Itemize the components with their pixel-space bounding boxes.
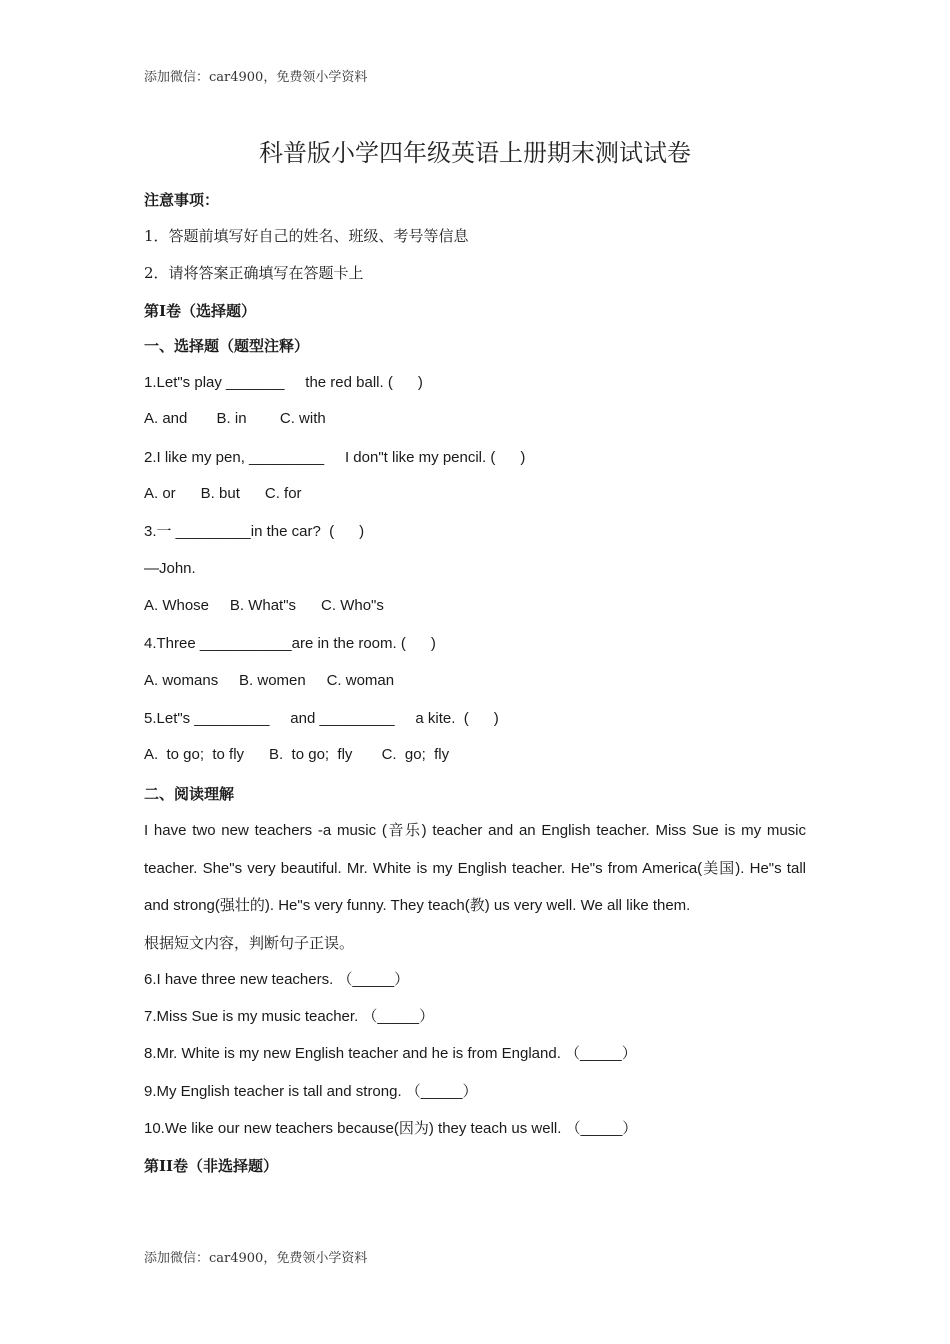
exam-title: 科普版小学四年级英语上册期末测试试卷 — [259, 139, 691, 167]
question-1-options: A. and B. in C. with — [144, 410, 326, 427]
question-3-options: A. Whose B. What"s C. Who"s — [144, 597, 384, 614]
notes-heading: 注意事项： — [144, 191, 220, 209]
note-item-1: 1．答题前填写好自己的姓名、班级、考号等信息 — [144, 227, 469, 245]
question-5-options: A. to go; to fly B. to go; fly C. go; fly — [144, 746, 450, 763]
question-2-options: A. or B. but C. for — [144, 485, 302, 502]
part1-heading: 第I卷（选择题） — [144, 302, 257, 320]
question-3-reply: —John. — [144, 560, 196, 577]
question-7: 7.Miss Sue is my music teacher. （_____） — [144, 1008, 435, 1025]
question-5-stem: 5.Let"s _________ and _________ a kite. ( ) — [144, 710, 499, 727]
section1-heading: 一、选择题（题型注释） — [144, 337, 310, 355]
question-6: 6.I have three new teachers. （_____） — [144, 971, 410, 988]
part2-heading: 第II卷（非选择题） — [144, 1157, 279, 1175]
page-header: 添加微信：car4900，免费领小学资料 — [144, 70, 368, 85]
question-4-options: A. womans B. women C. woman — [144, 672, 395, 689]
question-8: 8.Mr. White is my new English teacher and he is from England. （_____） — [144, 1045, 637, 1062]
reading-instruction: 根据短文内容，判断句子正误。 — [144, 934, 355, 952]
reading-passage: I have two new teachers -a music (音乐) teacher and an English teacher. Miss Sue is my music teacher. She"s very beautiful. Mr. White is my English teacher. He"s from America(美国). He"s tall and strong(强壮的). He"s very funny. They teach(教) us very well. We all like them. — [144, 822, 806, 914]
page-footer: 添加微信：car4900，免费领小学资料 — [144, 1251, 368, 1266]
question-4-stem: 4.Three ___________are in the room. ( ) — [144, 635, 436, 652]
note-item-2: 2．请将答案正确填写在答题卡上 — [144, 264, 364, 282]
question-3-stem: 3.一 _________in the car? ( ) — [144, 523, 365, 540]
question-2-stem: 2.I like my pen, _________ I don"t like my pencil. ( ) — [144, 449, 526, 466]
question-10: 10.We like our new teachers because(因为) they teach us well. （_____） — [144, 1120, 638, 1137]
question-1-stem: 1.Let"s play _______ the red ball. ( ) — [144, 374, 423, 391]
section2-heading: 二、阅读理解 — [144, 785, 235, 803]
question-9: 9.My English teacher is tall and strong. （_____） — [144, 1083, 478, 1100]
